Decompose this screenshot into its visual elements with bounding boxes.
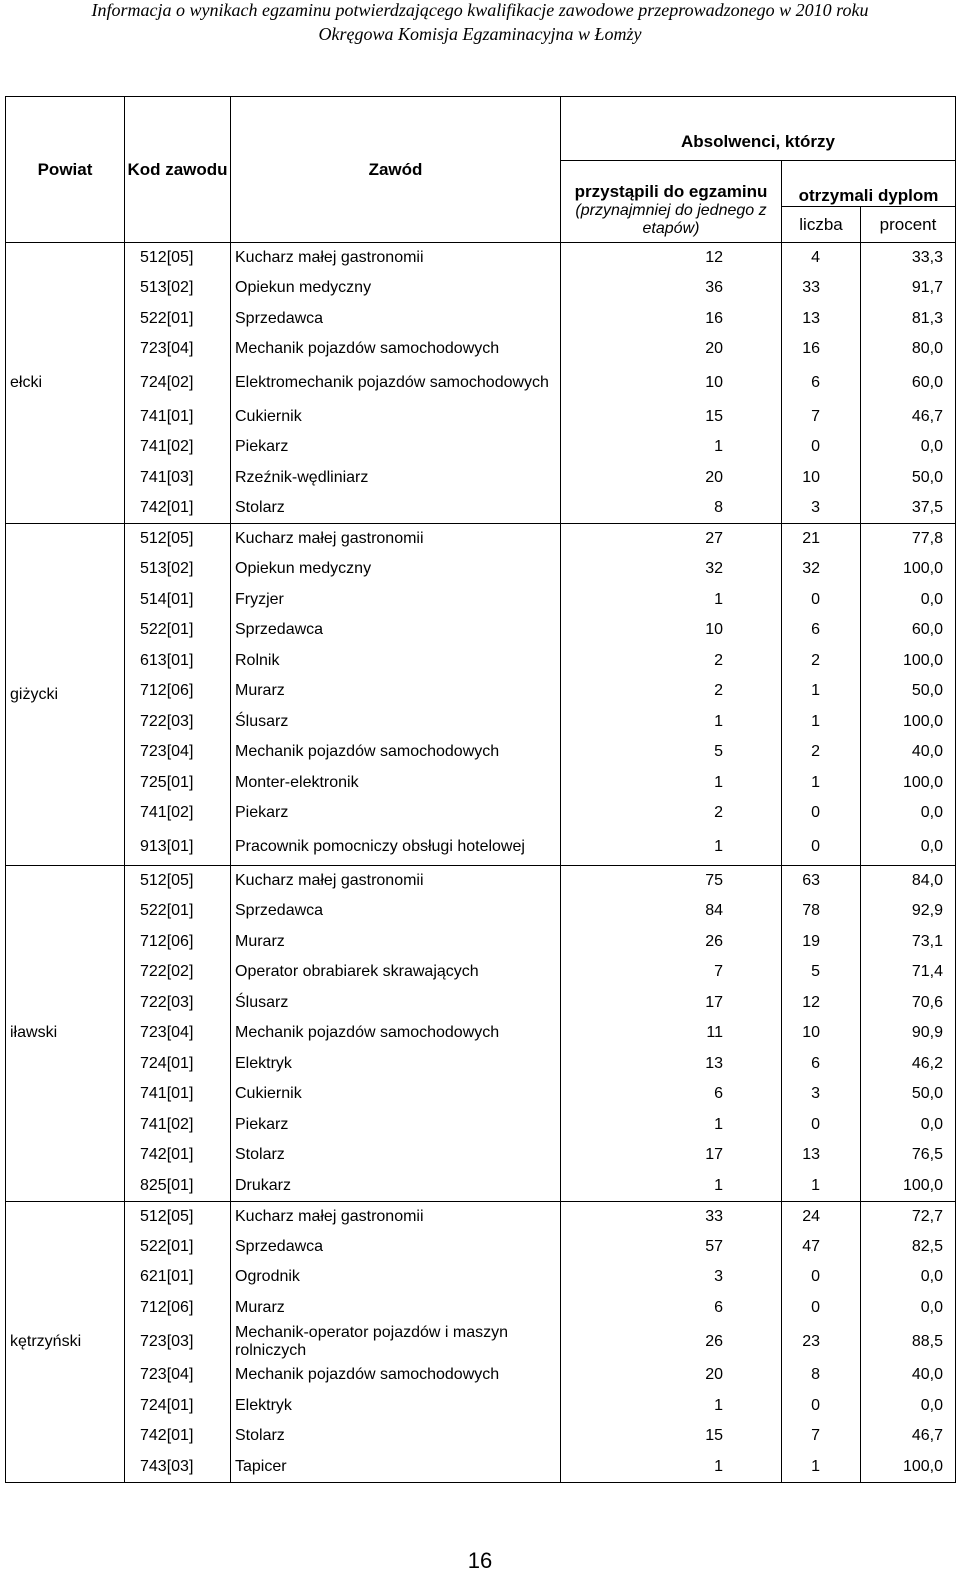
powiat-cell: kętrzyński (6, 1201, 125, 1482)
przystapili-cell: 36 (561, 273, 782, 304)
zawod-cell: Piekarz (231, 432, 561, 463)
kod-cell: 722[03] (125, 988, 231, 1019)
przystapili-cell: 8 (561, 493, 782, 524)
kod-cell: 723[04] (125, 737, 231, 768)
przystapili-cell: 20 (561, 334, 782, 365)
table-row (6, 1018, 956, 1049)
kod-cell: 512[05] (125, 1201, 231, 1232)
procent-cell: 73,1 (861, 927, 956, 958)
table-row (6, 1049, 956, 1080)
przystapili-cell: 17 (561, 1140, 782, 1171)
kod-cell: 741[01] (125, 402, 231, 433)
col-zawod: Zawód (231, 97, 561, 243)
zawod-cell: Kucharz małej gastronomii (231, 524, 561, 555)
przystapili-cell: 6 (561, 1293, 782, 1324)
liczba-cell: 8 (782, 1360, 861, 1391)
przystapili-cell: 33 (561, 1201, 782, 1232)
zawod-cell: Operator obrabiarek skrawających (231, 957, 561, 988)
procent-cell: 46,7 (861, 1421, 956, 1452)
liczba-cell: 1 (782, 768, 861, 799)
liczba-cell: 0 (782, 1110, 861, 1141)
document-header-subtitle: Okręgowa Komisja Egzaminacyjna w Łomży (318, 24, 642, 44)
kod-cell: 621[01] (125, 1262, 231, 1293)
liczba-cell: 1 (782, 1171, 861, 1202)
zawod-cell: Elektryk (231, 1391, 561, 1422)
zawod-cell: Mechanik pojazdów samochodowych (231, 1018, 561, 1049)
kod-cell: 723[04] (125, 1018, 231, 1049)
zawod-cell: Tapicer (231, 1452, 561, 1483)
przystapili-cell: 1 (561, 768, 782, 799)
table-row (6, 1140, 956, 1171)
przystapili-cell: 7 (561, 957, 782, 988)
liczba-cell: 13 (782, 1140, 861, 1171)
kod-cell: 913[01] (125, 829, 231, 866)
zawod-cell: Sprzedawca (231, 304, 561, 335)
liczba-cell: 0 (782, 432, 861, 463)
kod-cell: 613[01] (125, 646, 231, 677)
liczba-cell: 13 (782, 304, 861, 335)
przystapili-cell: 20 (561, 463, 782, 494)
zawod-cell: Mechanik pojazdów samochodowych (231, 1360, 561, 1391)
table-row (6, 1360, 956, 1391)
zawod-cell: Piekarz (231, 1110, 561, 1141)
liczba-cell: 0 (782, 585, 861, 616)
kod-cell: 724[01] (125, 1391, 231, 1422)
table-row (6, 1323, 956, 1360)
procent-cell: 37,5 (861, 493, 956, 524)
kod-cell: 712[06] (125, 676, 231, 707)
liczba-cell: 2 (782, 646, 861, 677)
table-row (6, 737, 956, 768)
kod-cell: 741[01] (125, 1079, 231, 1110)
przystapili-cell: 1 (561, 1110, 782, 1141)
table-row (6, 1293, 956, 1324)
table-row (6, 432, 956, 463)
przystapili-cell: 15 (561, 402, 782, 433)
zawod-cell: Drukarz (231, 1171, 561, 1202)
liczba-cell: 47 (782, 1232, 861, 1263)
zawod-cell: Stolarz (231, 1421, 561, 1452)
col-przystapili (561, 161, 782, 243)
procent-cell: 70,6 (861, 988, 956, 1019)
liczba-cell: 23 (782, 1323, 861, 1360)
liczba-cell: 2 (782, 737, 861, 768)
liczba-cell: 7 (782, 402, 861, 433)
zawod-cell: Mechanik-operator pojazdów i maszyn rolniczych (231, 1323, 561, 1360)
kod-cell: 742[01] (125, 1140, 231, 1171)
results-table (5, 96, 956, 1483)
liczba-cell: 1 (782, 707, 861, 738)
zawod-cell: Ogrodnik (231, 1262, 561, 1293)
procent-cell: 81,3 (861, 304, 956, 335)
przystapili-cell: 1 (561, 432, 782, 463)
liczba-cell: 19 (782, 927, 861, 958)
table-row (6, 243, 956, 274)
zawod-cell: Kucharz małej gastronomii (231, 1201, 561, 1232)
table-row (6, 676, 956, 707)
procent-cell: 76,5 (861, 1140, 956, 1171)
kod-cell: 723[03] (125, 1323, 231, 1360)
liczba-cell: 6 (782, 1049, 861, 1080)
liczba-cell: 0 (782, 1293, 861, 1324)
kod-cell: 712[06] (125, 927, 231, 958)
table-row (6, 1201, 956, 1232)
zawod-cell: Monter-elektronik (231, 768, 561, 799)
przystapili-cell: 2 (561, 798, 782, 829)
procent-cell: 60,0 (861, 615, 956, 646)
kod-cell: 723[04] (125, 334, 231, 365)
procent-cell: 71,4 (861, 957, 956, 988)
table-row (6, 463, 956, 494)
zawod-cell: Stolarz (231, 1140, 561, 1171)
przystapili-cell: 32 (561, 554, 782, 585)
przystapili-cell: 1 (561, 707, 782, 738)
zawod-cell: Sprzedawca (231, 615, 561, 646)
kod-cell: 512[05] (125, 243, 231, 274)
procent-cell: 0,0 (861, 1110, 956, 1141)
przystapili-cell: 1 (561, 585, 782, 616)
procent-cell: 0,0 (861, 829, 956, 866)
procent-cell: 46,7 (861, 402, 956, 433)
zawod-cell: Mechanik pojazdów samochodowych (231, 334, 561, 365)
table-row (6, 798, 956, 829)
liczba-cell: 10 (782, 1018, 861, 1049)
kod-cell: 741[02] (125, 432, 231, 463)
kod-cell: 743[03] (125, 1452, 231, 1483)
zawod-cell: Rzeźnik-wędliniarz (231, 463, 561, 494)
col-przystapili-note: (przynajmniej do jednego z etapów) (575, 202, 767, 237)
table-row (6, 866, 956, 897)
kod-cell: 741[03] (125, 463, 231, 494)
liczba-cell: 33 (782, 273, 861, 304)
table-row (6, 402, 956, 433)
procent-cell: 90,9 (861, 1018, 956, 1049)
liczba-cell: 78 (782, 896, 861, 927)
przystapili-cell: 26 (561, 1323, 782, 1360)
procent-cell: 40,0 (861, 737, 956, 768)
procent-cell: 77,8 (861, 524, 956, 555)
table-row (6, 927, 956, 958)
kod-cell: 513[02] (125, 554, 231, 585)
liczba-cell: 24 (782, 1201, 861, 1232)
zawod-cell: Kucharz małej gastronomii (231, 243, 561, 274)
liczba-cell: 0 (782, 1391, 861, 1422)
przystapili-cell: 1 (561, 1391, 782, 1422)
kod-cell: 722[02] (125, 957, 231, 988)
table-row (6, 988, 956, 1019)
zawod-cell: Opiekun medyczny (231, 554, 561, 585)
col-przystapili-label: przystąpili do egzaminu (574, 182, 768, 201)
page-number: 16 (467, 1548, 493, 1573)
table-row (6, 1391, 956, 1422)
col-absolwenci: Absolwenci, którzy (561, 97, 956, 161)
procent-cell: 0,0 (861, 432, 956, 463)
zawod-cell: Sprzedawca (231, 1232, 561, 1263)
procent-cell: 100,0 (861, 1452, 956, 1483)
procent-cell: 100,0 (861, 768, 956, 799)
zawod-cell: Pracownik pomocniczy obsługi hotelowej (231, 829, 561, 866)
table-row (6, 829, 956, 866)
procent-cell: 0,0 (861, 1293, 956, 1324)
procent-cell: 72,7 (861, 1201, 956, 1232)
przystapili-cell: 84 (561, 896, 782, 927)
zawod-cell: Elektromechanik pojazdów samochodowych (231, 365, 561, 402)
zawod-cell: Cukiernik (231, 402, 561, 433)
procent-cell: 33,3 (861, 243, 956, 274)
table-row (6, 585, 956, 616)
przystapili-cell: 5 (561, 737, 782, 768)
liczba-cell: 4 (782, 243, 861, 274)
przystapili-cell: 12 (561, 243, 782, 274)
przystapili-cell: 57 (561, 1232, 782, 1263)
procent-cell: 0,0 (861, 1262, 956, 1293)
kod-cell: 724[01] (125, 1049, 231, 1080)
table-row (6, 1452, 956, 1483)
kod-cell: 514[01] (125, 585, 231, 616)
liczba-cell: 63 (782, 866, 861, 897)
liczba-cell: 0 (782, 1262, 861, 1293)
table-row (6, 957, 956, 988)
zawod-cell: Fryzjer (231, 585, 561, 616)
liczba-cell: 10 (782, 463, 861, 494)
procent-cell: 100,0 (861, 1171, 956, 1202)
kod-cell: 512[05] (125, 866, 231, 897)
kod-cell: 522[01] (125, 615, 231, 646)
przystapili-cell: 27 (561, 524, 782, 555)
zawod-cell: Kucharz małej gastronomii (231, 866, 561, 897)
kod-cell: 825[01] (125, 1171, 231, 1202)
procent-cell: 80,0 (861, 334, 956, 365)
przystapili-cell: 3 (561, 1262, 782, 1293)
kod-cell: 513[02] (125, 273, 231, 304)
kod-cell: 712[06] (125, 1293, 231, 1324)
procent-cell: 92,9 (861, 896, 956, 927)
zawod-cell: Murarz (231, 1293, 561, 1324)
kod-cell: 522[01] (125, 1232, 231, 1263)
table-row (6, 1110, 956, 1141)
procent-cell: 50,0 (861, 1079, 956, 1110)
table-row (6, 896, 956, 927)
liczba-cell: 12 (782, 988, 861, 1019)
table-row (6, 1421, 956, 1452)
kod-cell: 722[03] (125, 707, 231, 738)
table-row (6, 1232, 956, 1263)
kod-cell: 742[01] (125, 1421, 231, 1452)
zawod-cell: Opiekun medyczny (231, 273, 561, 304)
przystapili-cell: 1 (561, 1452, 782, 1483)
przystapili-cell: 13 (561, 1049, 782, 1080)
zawod-cell: Cukiernik (231, 1079, 561, 1110)
table-row (6, 1171, 956, 1202)
kod-cell: 742[01] (125, 493, 231, 524)
kod-cell: 741[02] (125, 1110, 231, 1141)
zawod-cell: Stolarz (231, 493, 561, 524)
kod-cell: 512[05] (125, 524, 231, 555)
zawod-cell: Ślusarz (231, 988, 561, 1019)
zawod-cell: Rolnik (231, 646, 561, 677)
przystapili-cell: 10 (561, 365, 782, 402)
liczba-cell: 5 (782, 957, 861, 988)
zawod-cell: Mechanik pojazdów samochodowych (231, 737, 561, 768)
table-row (6, 1079, 956, 1110)
procent-cell: 0,0 (861, 798, 956, 829)
liczba-cell: 7 (782, 1421, 861, 1452)
liczba-cell: 21 (782, 524, 861, 555)
liczba-cell: 0 (782, 798, 861, 829)
procent-cell: 50,0 (861, 676, 956, 707)
liczba-cell: 3 (782, 1079, 861, 1110)
document-header-title: Informacja o wynikach egzaminu potwierdzającego kwalifikacje zawodowe przeprowadzonego w 2010 roku (91, 0, 869, 20)
przystapili-cell: 15 (561, 1421, 782, 1452)
przystapili-cell: 16 (561, 304, 782, 335)
liczba-cell: 0 (782, 829, 861, 866)
powiat-cell: ełcki (6, 243, 125, 524)
table-row (6, 554, 956, 585)
liczba-cell: 16 (782, 334, 861, 365)
liczba-cell: 1 (782, 676, 861, 707)
table-row (6, 334, 956, 365)
procent-cell: 60,0 (861, 365, 956, 402)
liczba-cell: 6 (782, 365, 861, 402)
col-powiat: Powiat (6, 97, 125, 243)
przystapili-cell: 17 (561, 988, 782, 1019)
kod-cell: 522[01] (125, 304, 231, 335)
przystapili-cell: 1 (561, 829, 782, 866)
procent-cell: 91,7 (861, 273, 956, 304)
col-liczba: liczba (782, 207, 861, 243)
kod-cell: 741[02] (125, 798, 231, 829)
table-row (6, 524, 956, 555)
przystapili-cell: 10 (561, 615, 782, 646)
table-row (6, 615, 956, 646)
procent-cell: 40,0 (861, 1360, 956, 1391)
liczba-cell: 32 (782, 554, 861, 585)
przystapili-cell: 1 (561, 1171, 782, 1202)
zawod-cell: Murarz (231, 927, 561, 958)
zawod-cell: Murarz (231, 676, 561, 707)
przystapili-cell: 26 (561, 927, 782, 958)
table-row (6, 768, 956, 799)
table-row (6, 304, 956, 335)
col-procent: procent (861, 207, 956, 243)
procent-cell: 100,0 (861, 707, 956, 738)
col-kod: Kod zawodu (125, 97, 231, 243)
powiat-cell: iławski (6, 866, 125, 1202)
procent-cell: 46,2 (861, 1049, 956, 1080)
zawod-cell: Piekarz (231, 798, 561, 829)
procent-cell: 0,0 (861, 1391, 956, 1422)
procent-cell: 84,0 (861, 866, 956, 897)
table-row (6, 1262, 956, 1293)
liczba-cell: 1 (782, 1452, 861, 1483)
kod-cell: 725[01] (125, 768, 231, 799)
table-row (6, 273, 956, 304)
powiat-cell: giżycki (6, 524, 125, 866)
table-row (6, 707, 956, 738)
kod-cell: 522[01] (125, 896, 231, 927)
liczba-cell: 3 (782, 493, 861, 524)
przystapili-cell: 11 (561, 1018, 782, 1049)
przystapili-cell: 75 (561, 866, 782, 897)
kod-cell: 723[04] (125, 1360, 231, 1391)
table-row (6, 365, 956, 402)
procent-cell: 100,0 (861, 646, 956, 677)
zawod-cell: Sprzedawca (231, 896, 561, 927)
col-otrzymali: otrzymali dyplom (782, 161, 956, 207)
przystapili-cell: 6 (561, 1079, 782, 1110)
procent-cell: 0,0 (861, 585, 956, 616)
procent-cell: 88,5 (861, 1323, 956, 1360)
table-row (6, 646, 956, 677)
kod-cell: 724[02] (125, 365, 231, 402)
przystapili-cell: 20 (561, 1360, 782, 1391)
table-row (6, 493, 956, 524)
liczba-cell: 6 (782, 615, 861, 646)
procent-cell: 82,5 (861, 1232, 956, 1263)
zawod-cell: Elektryk (231, 1049, 561, 1080)
przystapili-cell: 2 (561, 646, 782, 677)
procent-cell: 100,0 (861, 554, 956, 585)
przystapili-cell: 2 (561, 676, 782, 707)
zawod-cell: Ślusarz (231, 707, 561, 738)
procent-cell: 50,0 (861, 463, 956, 494)
